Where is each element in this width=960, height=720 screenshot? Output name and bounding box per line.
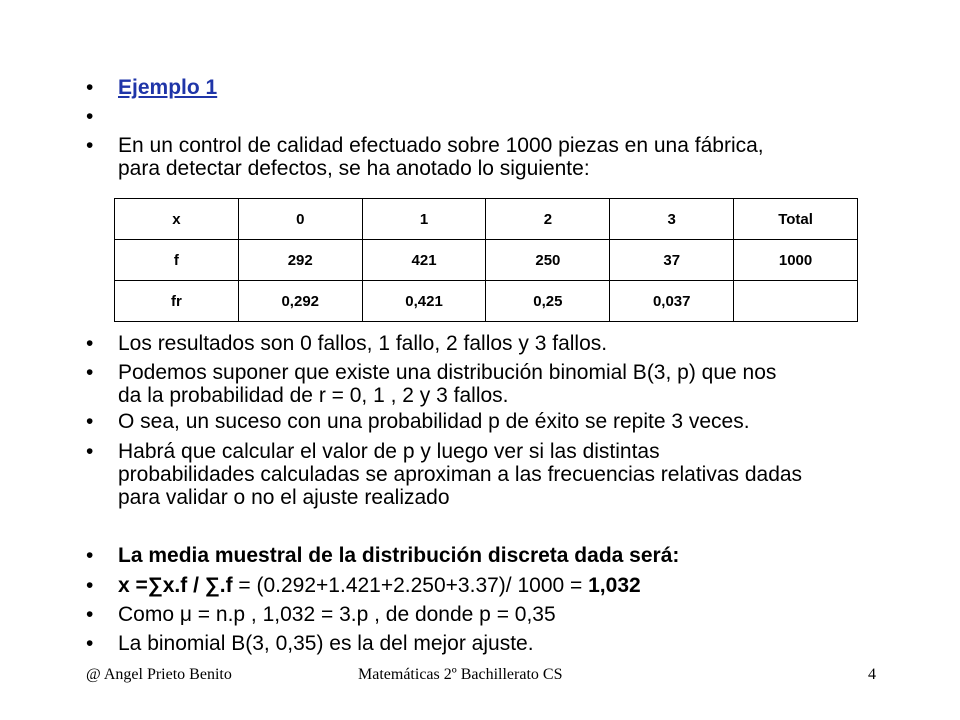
formula-mid: = (0.292+1.421+2.250+3.37)/ 1000 =: [232, 574, 589, 597]
bullet-marker: •: [86, 332, 94, 355]
formula-lead: x =∑x.f / ∑.f: [118, 574, 233, 597]
bullet-marker: •: [86, 76, 94, 99]
bullet-marker: •: [86, 410, 94, 433]
table-cell: 2: [486, 199, 610, 240]
point-calc-line-3: para validar o no el ajuste realizado: [118, 486, 450, 509]
table-cell: fr: [115, 281, 239, 322]
point-mu-equation: Como μ = n.p , 1,032 = 3.p , de donde p = 0,35: [118, 603, 556, 626]
footer-page-number: 4: [868, 666, 876, 683]
point-results: Los resultados son 0 fallos, 1 fallo, 2 fallos y 3 fallos.: [118, 332, 608, 355]
bullet-marker: •: [86, 544, 94, 567]
table-cell: x: [115, 199, 239, 240]
point-mean-formula: [118, 574, 641, 598]
table-cell: f: [115, 240, 239, 281]
point-calc-line-2: probabilidades calculadas se aproximan a las frecuencias relativas dadas: [118, 463, 803, 486]
table-cell: [734, 281, 858, 322]
table-cell: 0,292: [238, 281, 362, 322]
table-cell: 37: [610, 240, 734, 281]
bullet-marker: •: [86, 574, 94, 597]
table-cell: 0: [238, 199, 362, 240]
bullet-marker: •: [86, 134, 94, 157]
footer-author: @ Angel Prieto Benito: [86, 666, 232, 683]
frequency-table: [114, 198, 858, 322]
table-cell: 292: [238, 240, 362, 281]
point-conclusion: La binomial B(3, 0,35) es la del mejor ajuste.: [118, 632, 534, 655]
intro-line-2: para detectar defectos, se ha anotado lo siguiente:: [118, 157, 590, 180]
table-cell: 0,037: [610, 281, 734, 322]
bullet-marker: •: [86, 105, 94, 128]
formula-result: 1,032: [588, 574, 641, 597]
table-cell: Total: [734, 199, 858, 240]
slide-title-link[interactable]: Ejemplo 1: [118, 76, 218, 99]
table-cell: 1000: [734, 240, 858, 281]
table-cell: 250: [486, 240, 610, 281]
table-cell: 0,25: [486, 281, 610, 322]
bullet-marker: •: [86, 440, 94, 463]
bullet-marker: •: [86, 361, 94, 384]
bullet-marker: •: [86, 632, 94, 655]
table-cell: 421: [362, 240, 486, 281]
point-binomial-line-1: Podemos suponer que existe una distribución binomial B(3, p) que nos: [118, 361, 777, 384]
table-cell: 0,421: [362, 281, 486, 322]
point-calc-line-1: Habrá que calcular el valor de p y luego ver si las distintas: [118, 440, 660, 463]
table-row: [115, 240, 858, 281]
intro-line-1: En un control de calidad efectuado sobre 1000 piezas en una fábrica,: [118, 134, 764, 157]
table-cell: 3: [610, 199, 734, 240]
table-cell: 1: [362, 199, 486, 240]
table-row: [115, 281, 858, 322]
point-mean-heading: La media muestral de la distribución discreta dada será:: [118, 544, 680, 567]
table-row: [115, 199, 858, 240]
point-binomial-line-2: da la probabilidad de r = 0, 1 , 2 y 3 fallos.: [118, 384, 509, 407]
bullet-marker: •: [86, 603, 94, 626]
footer-course: Matemáticas 2º Bachillerato CS: [358, 666, 563, 683]
point-repeat: O sea, un suceso con una probabilidad p de éxito se repite 3 veces.: [118, 410, 750, 433]
